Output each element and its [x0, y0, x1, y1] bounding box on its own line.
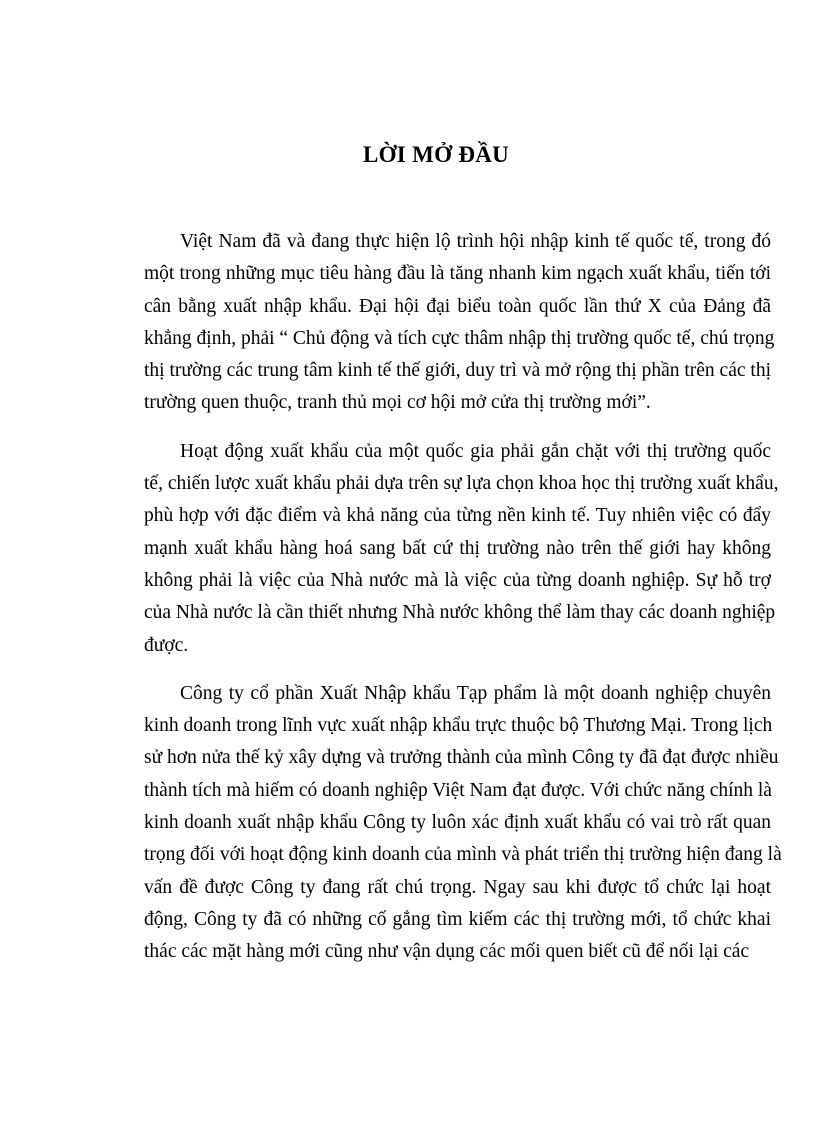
text-line: thị trường các trung tâm kinh tế thế giới, duy trì và mở rộng thị phần trên các thị	[144, 360, 771, 382]
text-line: thác các mặt hàng mới cũng như vận dụng các mối quen biết cũ để nối lại các	[144, 941, 750, 963]
text-line: trọng đối với hoạt động kinh doanh của mình và phát triển thị trường hiện đang là	[144, 844, 782, 866]
document-body	[144, 226, 782, 985]
text-line: không phải là việc của Nhà nước mà là việc của từng doanh nghiệp. Sự hỗ trợ	[144, 569, 771, 591]
text-line: thành tích mà hiếm có doanh nghiệp Việt Nam đạt được. Với chức năng chính là	[144, 779, 772, 801]
text-line: Công ty cổ phần Xuất Nhập khẩu Tạp phẩm là một doanh nghiệp chuyên	[180, 682, 771, 704]
text-line: một trong những mục tiêu hàng đầu là tăng nhanh kim ngạch xuất khẩu, tiến tới	[144, 263, 771, 285]
text-line: được.	[144, 634, 189, 656]
page-title: LỜI MỞ ĐẦU	[362, 142, 510, 167]
text-line: trường quen thuộc, tranh thủ mọi cơ hội mở cửa thị trường mới”.	[144, 392, 651, 414]
paragraph	[144, 226, 775, 420]
text-line: Hoạt động xuất khẩu của một quốc gia phải gắn chặt với thị trường quốc	[180, 440, 771, 462]
text-line: của Nhà nước là cần thiết nhưng Nhà nước không thể làm thay các doanh nghiệp	[144, 602, 776, 624]
text-line: cân bằng xuất nhập khẩu. Đại hội đại biểu toàn quốc lần thứ X của Đảng đã	[144, 295, 771, 317]
text-line: kinh doanh trong lĩnh vực xuất nhập khẩu trực thuộc bộ Thương Mại. Trong lịch	[144, 715, 773, 737]
text-line: mạnh xuất khẩu hàng hoá sang bất cứ thị trường nào trên thế giới hay không	[144, 537, 771, 559]
text-line: kinh doanh xuất nhập khẩu Công ty luôn xác định xuất khẩu có vai trò rất quan	[144, 812, 771, 834]
text-line: động, Công ty đã có những cố gắng tìm kiếm các thị trường mới, tổ chức khai	[144, 908, 771, 930]
text-line: vấn đề được Công ty đang rất chú trọng. Ngay sau khi được tổ chức lại hoạt	[144, 876, 771, 898]
paragraph	[144, 436, 779, 662]
text-line: phù hợp với đặc điểm và khả năng của từng nền kinh tế. Tuy nhiên việc có đẩy	[144, 505, 771, 527]
text-line: sử hơn nửa thế kỷ xây dựng và trưởng thành của mình Công ty đã đạt được nhiều	[144, 747, 779, 769]
text-line: tế, chiến lược xuất khẩu phải dựa trên sự lựa chọn khoa học thị trường xuất khẩu,	[144, 473, 779, 495]
paragraph	[144, 678, 782, 969]
text-line: khẳng định, phải “ Chủ động và tích cực thâm nhập thị trường quốc tế, chú trọng	[144, 327, 775, 349]
text-line: Việt Nam đã và đang thực hiện lộ trình hội nhập kinh tế quốc tế, trong đó	[180, 231, 771, 252]
